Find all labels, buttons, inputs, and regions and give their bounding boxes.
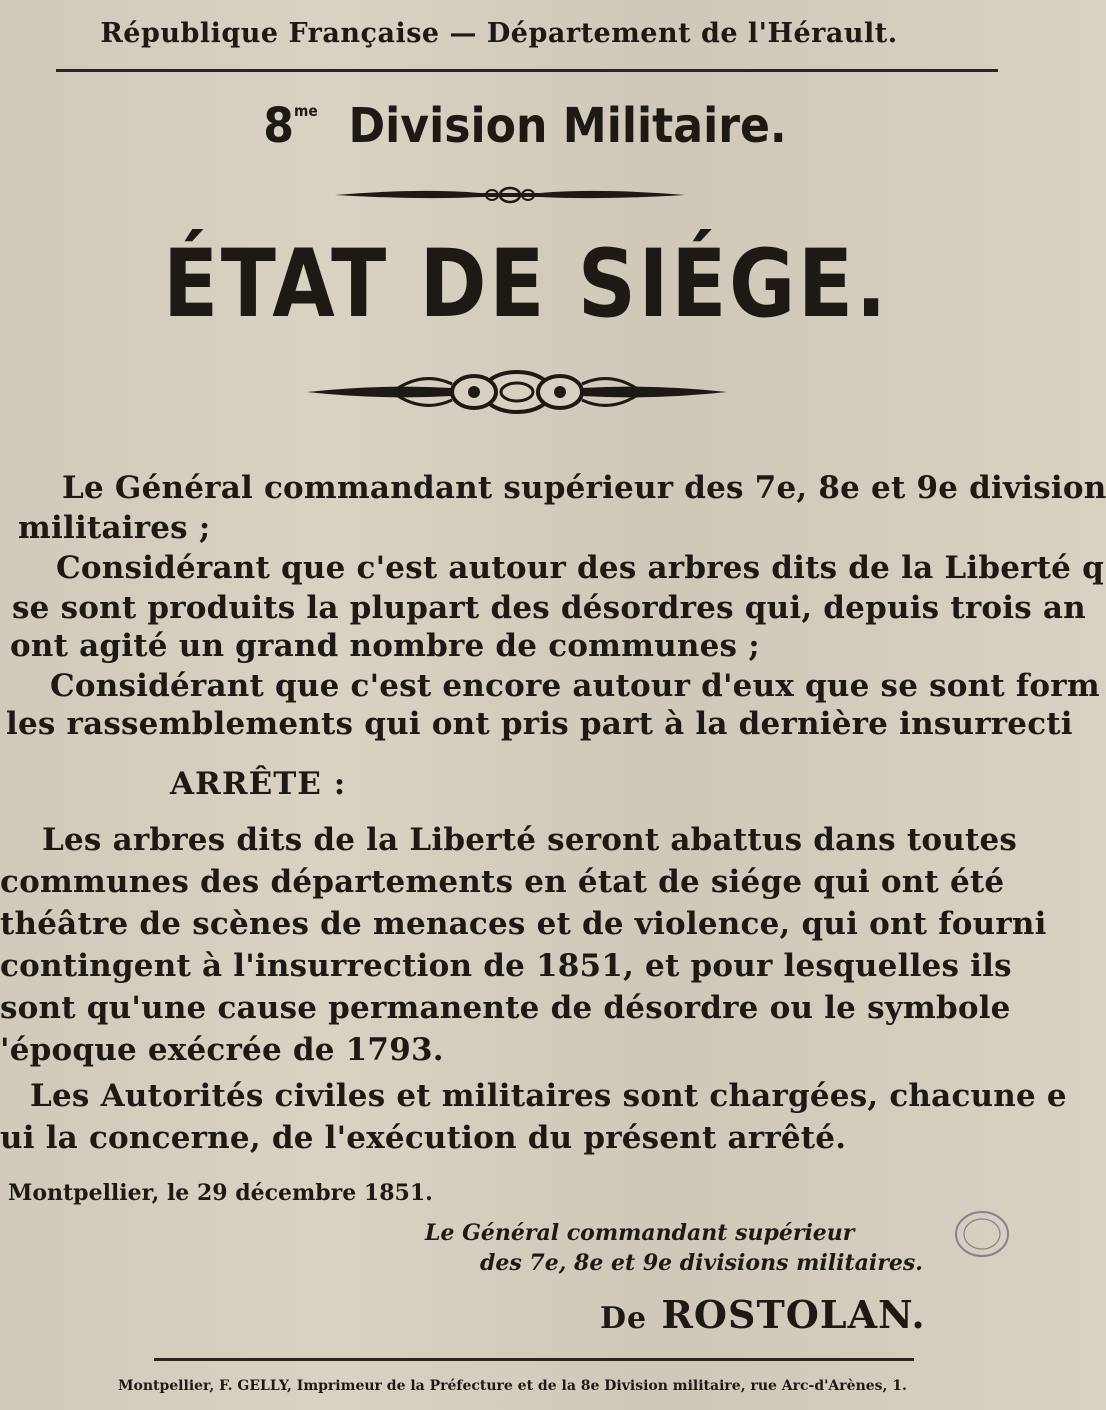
date-line: Montpellier, le 29 décembre 1851. bbox=[8, 1180, 433, 1206]
division-heading bbox=[42, 98, 1008, 154]
body-line-10: communes des départements en état de siége qui ont été bbox=[0, 864, 1005, 900]
footer-rule bbox=[154, 1358, 914, 1361]
division-ordinal: 8 bbox=[263, 98, 295, 154]
body-line-5: ont agité un grand nombre de communes ; bbox=[10, 628, 760, 664]
signature-surname: ROSTOLAN. bbox=[661, 1292, 926, 1337]
large-ornament-icon bbox=[302, 362, 732, 422]
printer-footer: Montpellier, F. GELLY, Imprimeur de la Préfecture et de la 8e Division militaire, rue Arc-d'Arènes, 1. bbox=[118, 1378, 907, 1394]
library-stamp-icon bbox=[952, 1208, 998, 1260]
poster-header: République Française — Département de l'Hérault. bbox=[100, 18, 898, 49]
body-line-6: Considérant que c'est encore autour d'eux que se sont form bbox=[50, 668, 1100, 704]
body-line-2: militaires ; bbox=[18, 510, 211, 546]
signature-name bbox=[600, 1292, 926, 1337]
signature-title-line-2: des 7e, 8e et 9e divisions militaires. bbox=[480, 1250, 923, 1276]
small-ornament-icon bbox=[330, 180, 690, 210]
header-rule bbox=[56, 69, 998, 72]
body-line-13: sont qu'une cause permanente de désordre ou le symbole bbox=[0, 990, 1011, 1026]
page-title: ÉTAT DE SIÉGE. bbox=[162, 230, 890, 339]
body-line-3: Considérant que c'est autour des arbres dits de la Liberté q bbox=[56, 550, 1104, 586]
body-line-9: Les arbres dits de la Liberté seront abattus dans toutes bbox=[42, 822, 1018, 858]
body-line-7: les rassemblements qui ont pris part à la dernière insurrecti bbox=[6, 706, 1073, 742]
body-line-14: 'époque exécrée de 1793. bbox=[0, 1032, 444, 1068]
body-line-1: Le Général commandant supérieur des 7e, 8e et 9e division bbox=[62, 470, 1106, 506]
body-line-16: ui la concerne, de l'exécution du présent arrêté. bbox=[0, 1120, 847, 1156]
division-ordinal-suffix: me bbox=[294, 102, 318, 120]
body-line-15: Les Autorités civiles et militaires sont chargées, chacune e bbox=[30, 1078, 1067, 1114]
body-line-11: théâtre de scènes de menaces et de violence, qui ont fourni bbox=[0, 906, 1047, 942]
signature-name-prefix: De bbox=[600, 1301, 648, 1336]
division-name: Division Militaire. bbox=[348, 98, 787, 154]
body-line-12: contingent à l'insurrection de 1851, et pour lesquelles ils bbox=[0, 948, 1012, 984]
decree-heading: ARRÊTE : bbox=[170, 766, 347, 802]
signature-title-line-1: Le Général commandant supérieur bbox=[425, 1220, 855, 1246]
body-line-4: se sont produits la plupart des désordres qui, depuis trois an bbox=[12, 590, 1086, 626]
